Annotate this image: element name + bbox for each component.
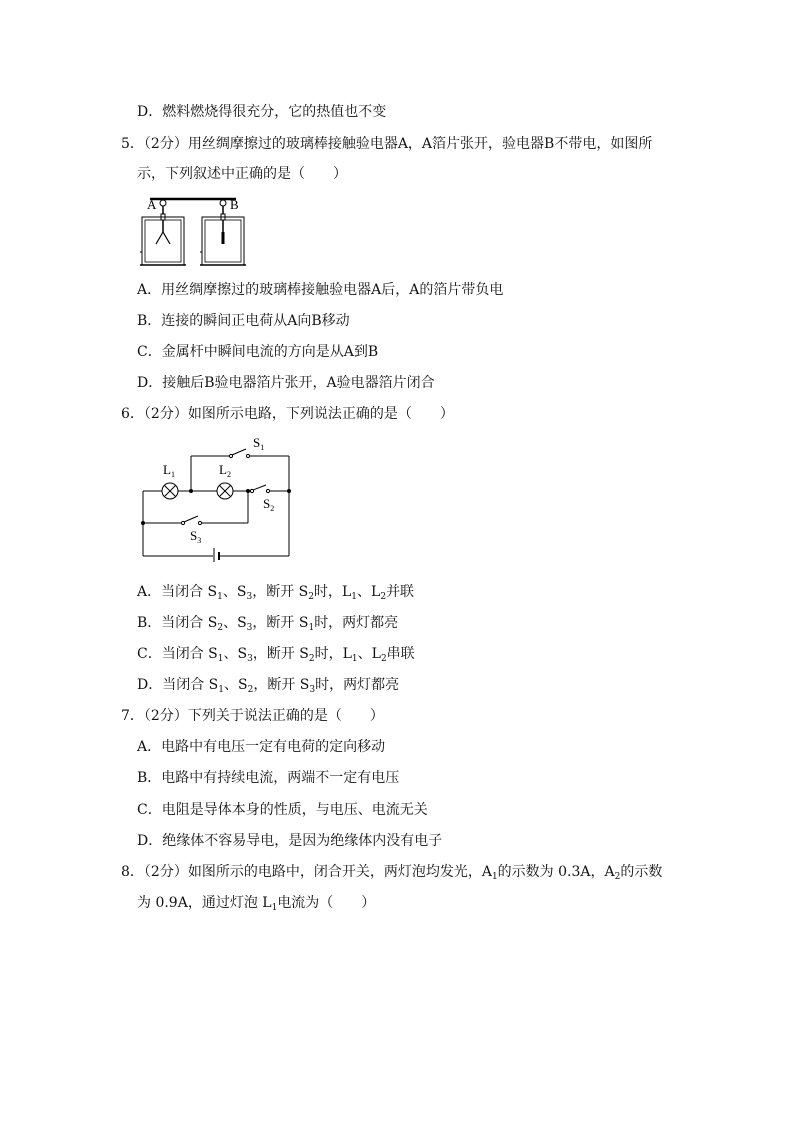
q5-stem-line2: 示，下列叙述中正确的是（ ） xyxy=(137,166,347,182)
q6-circuit-figure xyxy=(136,432,298,562)
q5-option-d: D．接触后B验电器箔片张开，A验电器箔片闭合 xyxy=(137,375,435,391)
q7-option-b: B．电路中有持续电流，两端不一定有电压 xyxy=(137,770,400,786)
q5-option-a: A．用丝绸摩擦过的玻璃棒接触验电器A后，A的箔片带负电 xyxy=(137,282,504,298)
svg-text:S2: $S_2$ xyxy=(263,496,275,513)
q5-option-b: B．连接的瞬间正电荷从A向B移动 xyxy=(137,313,350,329)
q6-option-d: D．当闭合 $S_1$、$S_2$，断开 $S_3$时，两灯都亮 xyxy=(137,677,400,695)
electroscope-a-label: A xyxy=(147,197,157,212)
q7-option-c: C．电阻是导体本身的性质，与电压、电流无关 xyxy=(137,802,428,818)
label-s3: S xyxy=(190,528,198,543)
q6-option-a: A．当闭合 $S_1$、$S_3$，断开 $S_2$时，$L_1$、$L_2$并联 xyxy=(137,584,415,602)
label-s2: S xyxy=(263,496,271,511)
q5-electroscope-figure xyxy=(138,192,248,272)
q7-stem: 7．（2分）下列关于说法正确的是（ ） xyxy=(121,708,384,724)
q7-option-a: A．电路中有电压一定有电荷的定向移动 xyxy=(137,739,386,755)
q6-option-b: B．当闭合 $S_2$、$S_3$，断开 $S_1$时，两灯都亮 xyxy=(137,615,399,633)
q6-stem: 6．（2分）如图所示电路，下列说法正确的是（ ） xyxy=(121,406,454,422)
switch-s1 xyxy=(229,449,249,458)
prev-question-option-d: D．燃料燃烧得很充分，它的热值也不变 xyxy=(137,104,387,120)
battery xyxy=(214,548,219,562)
label-s1: S xyxy=(253,435,261,450)
switch-s2 xyxy=(250,485,269,493)
q5-stem-line1: 5．（2分）用丝绸摩擦过的玻璃棒接触验电器A，A箔片张开，验电器B不带电，如图所 xyxy=(121,136,653,152)
q8-stem-line2: 为 0.9A，通过灯泡 $L_1$电流为（ ） xyxy=(137,895,376,913)
switch-s3 xyxy=(181,516,201,525)
svg-text:S1: $S_1$ xyxy=(253,435,265,452)
q8-stem-line1: 8．（2分）如图所示的电路中，闭合开关，两灯泡均发光，$A_1$的示数为 0.3A，$A_2$的示数 xyxy=(121,864,663,882)
q7-option-d: D．绝缘体不容易导电，是因为绝缘体内没有电子 xyxy=(137,833,443,849)
lamp-l2 xyxy=(217,483,233,499)
q6-option-c: C．当闭合 $S_1$、$S_3$，断开 $S_2$时，$L_1$、$L_2$串联 xyxy=(137,646,415,664)
lamp-l1 xyxy=(162,483,178,499)
svg-text:L2: $L_2$ xyxy=(219,462,231,479)
electroscope-b-label: B xyxy=(230,197,239,212)
label-l2: L xyxy=(219,462,227,477)
q5-option-c: C．金属杆中瞬间电流的方向是从A到B xyxy=(137,344,379,360)
svg-text:L1: $L_1$ xyxy=(163,462,175,479)
svg-text:S3: $S_3$ xyxy=(190,528,202,545)
electroscope-b xyxy=(200,200,246,265)
label-l1: L xyxy=(163,462,171,477)
